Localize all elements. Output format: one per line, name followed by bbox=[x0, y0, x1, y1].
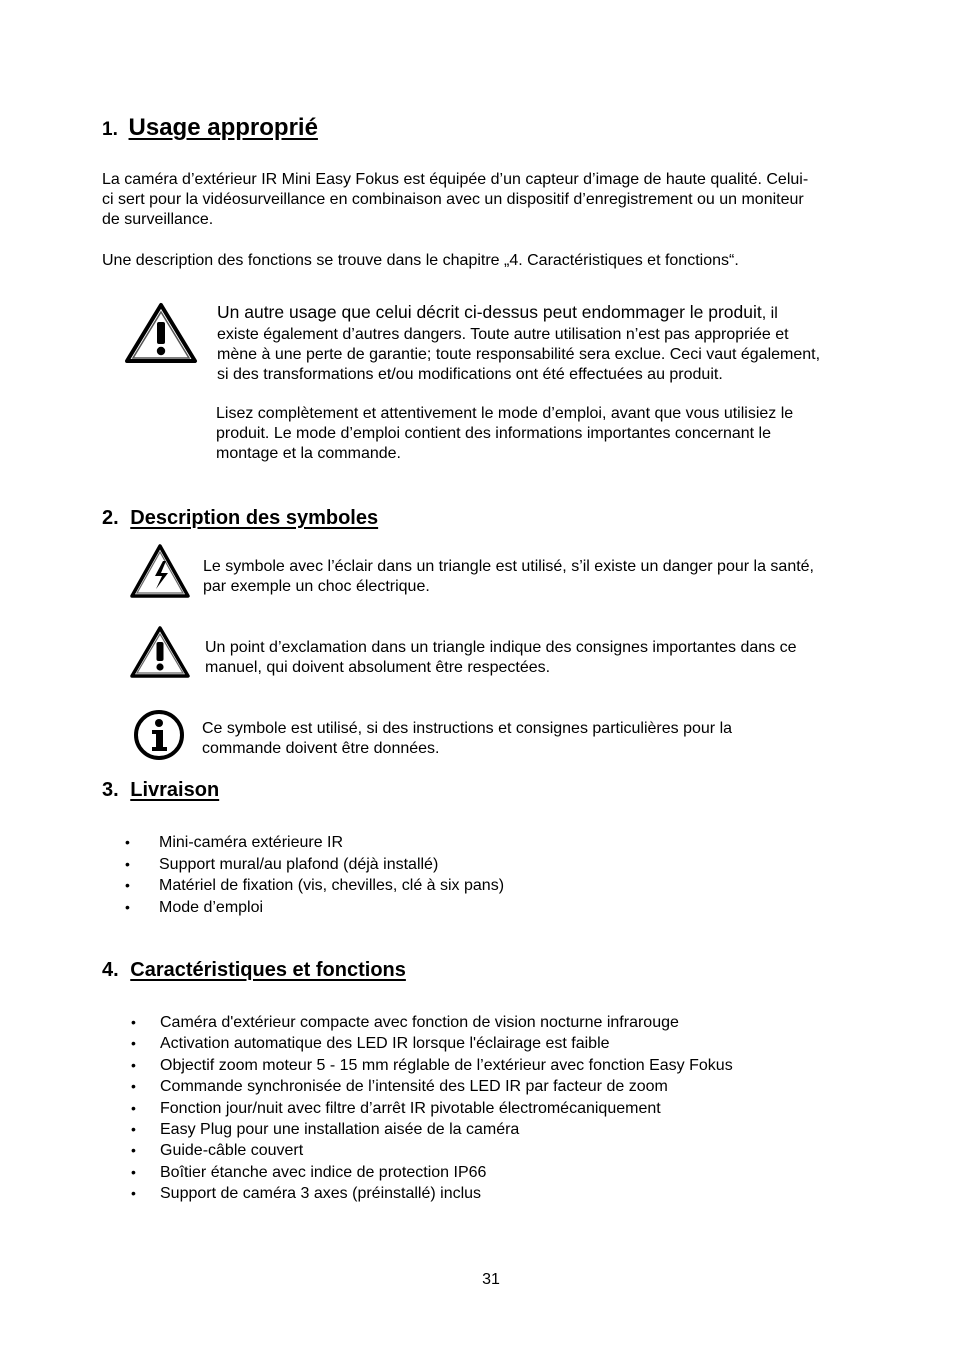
features-list bbox=[131, 1012, 891, 1205]
symbol-description bbox=[202, 719, 892, 759]
delivery-list bbox=[125, 832, 825, 918]
section-title: Description des symboles bbox=[130, 507, 379, 529]
exclamation-warning-icon bbox=[124, 302, 198, 364]
symbol-line: commande doivent être données. bbox=[202, 740, 440, 757]
list-item: • Mode d’emploi bbox=[125, 898, 264, 916]
list-item: • Support de caméra 3 axes (préinstallé) inclus bbox=[131, 1185, 482, 1203]
list-item: • Fonction jour/nuit avec filtre d’arrêt IR pivotable électromécaniquement bbox=[131, 1099, 661, 1117]
exclamation-warning-icon bbox=[129, 625, 191, 679]
symbol-line: Un point d’exclamation dans un triangle indique des consignes importantes dans ce bbox=[205, 639, 797, 656]
section-number: 4. bbox=[102, 959, 119, 981]
list-item: • Objectif zoom moteur 5 - 15 mm réglable de l’extérieur avec fonction Easy Fokus bbox=[131, 1056, 733, 1074]
paragraph-line: de surveillance. bbox=[102, 211, 214, 228]
section-number: 3. bbox=[102, 779, 119, 801]
section-title: Livraison bbox=[130, 779, 220, 801]
intro-paragraph bbox=[102, 170, 892, 230]
section-4-heading bbox=[102, 959, 406, 982]
list-item: • Caméra d'extérieur compacte avec fonction de vision nocturne infrarouge bbox=[131, 1014, 679, 1031]
warning-line: mène à une perte de garantie; toute responsabilité sera exclue. Ceci vaut également, bbox=[217, 346, 821, 363]
lightning-warning-icon bbox=[129, 543, 191, 599]
warning-text bbox=[217, 301, 897, 385]
list-item: • Guide-câble couvert bbox=[131, 1142, 304, 1160]
warning-line: existe également d’autres dangers. Toute autre utilisation n’est pas appropriée et bbox=[217, 326, 789, 343]
list-item: • Mini-caméra extérieure IR bbox=[125, 834, 344, 851]
list-item: • Boîtier étanche avec indice de protection IP66 bbox=[131, 1163, 487, 1181]
section-1-heading bbox=[102, 114, 318, 142]
symbol-description bbox=[205, 638, 895, 678]
warning-lead-tail: , il bbox=[761, 305, 778, 322]
description-reference: Une description des fonctions se trouve dans le chapitre „4. Caractéristiques et fonctions“. bbox=[102, 252, 739, 269]
paragraph-line: La caméra d’extérieur IR Mini Easy Fokus est équipée d’un capteur d’image de haute qualité. Celui- bbox=[102, 171, 809, 188]
list-item: • Commande synchronisée de l’intensité des LED IR par facteur de zoom bbox=[131, 1078, 668, 1096]
symbol-line: par exemple un choc électrique. bbox=[203, 578, 430, 595]
info-icon bbox=[132, 708, 186, 762]
read-manual-text bbox=[216, 404, 896, 464]
paragraph-line: ci sert pour la vidéosurveillance en combinaison avec un dispositif d’enregistrement ou un moniteur bbox=[102, 191, 804, 208]
symbol-line: Le symbole avec l’éclair dans un triangle est utilisé, s’il existe un danger pour la santé, bbox=[203, 558, 814, 575]
read-line: produit. Le mode d’emploi contient des informations importantes concernant le bbox=[216, 425, 771, 442]
symbol-line: manuel, qui doivent absolument être respectées. bbox=[205, 659, 551, 676]
section-2-heading bbox=[102, 507, 378, 530]
section-number: 1. bbox=[102, 119, 118, 140]
symbol-description bbox=[203, 557, 893, 597]
list-item: • Easy Plug pour une installation aisée de la caméra bbox=[131, 1120, 520, 1138]
warning-line: si des transformations et/ou modifications ont été effectuées au produit. bbox=[217, 366, 723, 383]
symbol-line: Ce symbole est utilisé, si des instructions et consignes particulières pour la bbox=[202, 720, 733, 737]
list-item: • Support mural/au plafond (déjà installé) bbox=[125, 855, 439, 873]
section-3-heading bbox=[102, 779, 219, 802]
warning-lead: Un autre usage que celui décrit ci-dessus peut endommager le produit bbox=[217, 302, 762, 322]
read-line: Lisez complètement et attentivement le mode d’emploi, avant que vous utilisiez le bbox=[216, 405, 794, 422]
section-title: Caractéristiques et fonctions bbox=[130, 959, 406, 981]
page-number: 31 bbox=[482, 1271, 500, 1288]
list-item: • Activation automatique des LED IR lorsque l'éclairage est faible bbox=[131, 1035, 610, 1053]
section-number: 2. bbox=[102, 507, 119, 529]
list-item: • Matériel de fixation (vis, chevilles, clé à six pans) bbox=[125, 877, 505, 894]
read-line: montage et la commande. bbox=[216, 445, 401, 462]
section-title: Usage approprié bbox=[128, 114, 318, 141]
